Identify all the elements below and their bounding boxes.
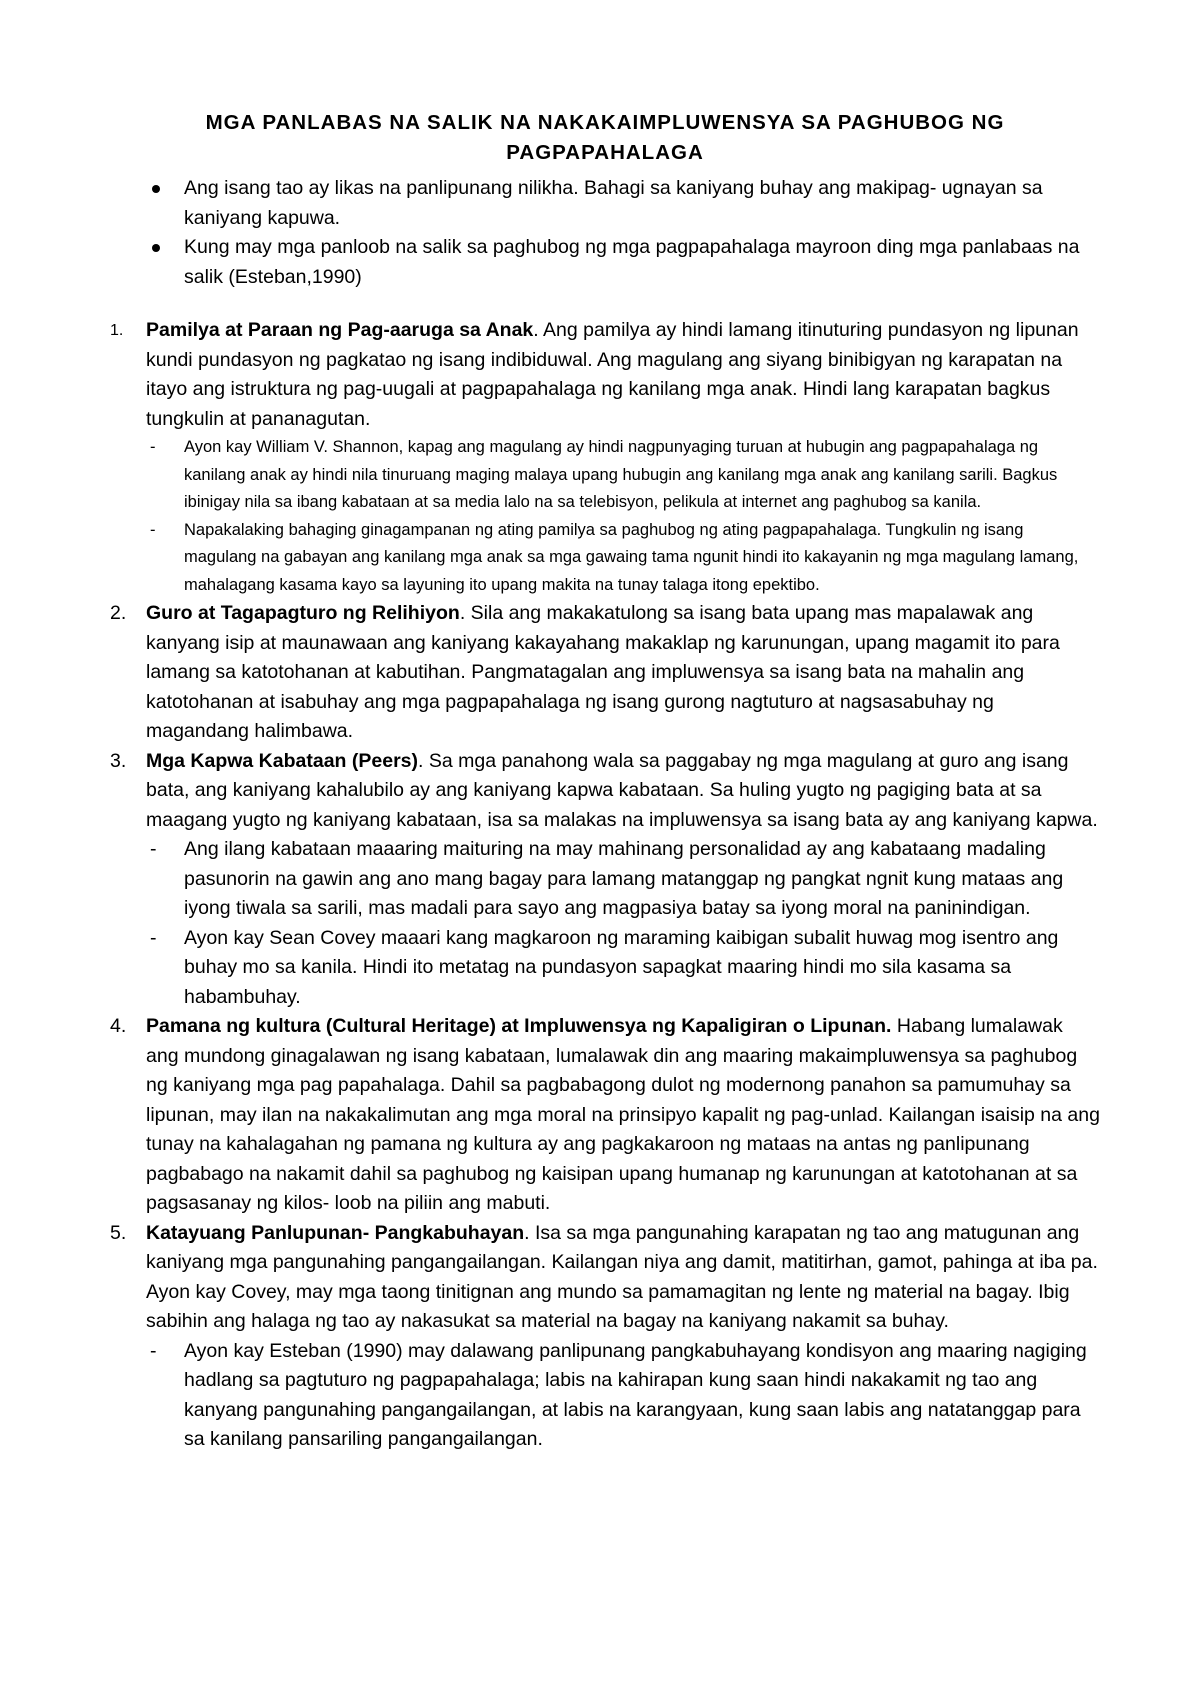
item-heading: Guro at Tagapagturo ng Relihiyon: [146, 602, 460, 624]
item-heading: Katayuang Panlupunan- Pangkabuhayan: [146, 1221, 525, 1244]
sub-item-text: Ang ilang kabataan maaaring maituring na may mahinang personalidad ay ang kabataang madaling pasunorin na gawin ang ano mang bagay para lamang matanggap ng pangkat ngnit kung mataas ang iyong tiwala sa sarili, mas madali para sayo ang magpasiya batay sa iyong moral na paninindigan.: [184, 838, 1064, 919]
list-item: [110, 747, 1100, 1013]
item-number: 2.: [110, 602, 127, 624]
dash-icon: -: [150, 926, 157, 949]
intro-bullet-list: [110, 174, 1100, 292]
bullet-dot-icon: [152, 244, 160, 252]
sub-list: [146, 835, 1100, 1012]
item-text: . Isa sa mga pangunahing karapatan ng tao ang matugunan ang kaniyang mga pangunahing pangangailangan. Kailangan niya ang damit, matitirhan, gamot, pahinga at iba pa. Ayon kay Covey, may mga taong tinitignan ang mundo sa pamamagitan ng lente ng material na bagay. Ibig sabihin ang halaga ng tao ay nakasukat sa material na bagay na kaniyang nakamit sa buhay.: [146, 1221, 1098, 1332]
item-number: 3.: [110, 749, 127, 772]
list-item: [110, 1219, 1100, 1455]
item-number: 4.: [110, 1015, 127, 1037]
dash-icon: -: [150, 438, 156, 456]
dash-icon: -: [150, 838, 157, 860]
sub-list: [146, 1337, 1100, 1455]
intro-bullet: [110, 233, 1100, 292]
document-body: [110, 174, 1100, 1455]
sub-item-text: Ayon kay William V. Shannon, kapag ang magulang ay hindi nagpunyaging turuan at hubugin ang pagpapahalaga ng kanilang anak ay hindi nila tinuruang maging malaya upang hubugin ang kanilang mga anak ang kanilang sarili. Bagkus ibinigay nila sa ibang kabataan at sa media lalo na sa telebisyon, pelikula at internet ang paghubog sa kanila.: [184, 438, 1058, 511]
item-heading: Pamana ng kultura (Cultural Heritage) at Impluwensya ng Kapaligiran o Lipunan.: [146, 1015, 892, 1037]
page-title: [110, 108, 1100, 168]
list-item: [110, 316, 1100, 599]
sub-item-text: Napakalaking bahaging ginagampanan ng ating pamilya sa paghubog ng ating pagpapahalaga. Tungkulin ng isang magulang na gabayan ang kanilang mga anak sa mga gawaing tama ngunit hindi ito kakayanin ng mga magulang lamang, mahalagang kasama kayo sa layuning ito upang makita na tunay talaga itong epektibo.: [184, 520, 1079, 594]
sub-list: [146, 434, 1100, 599]
dash-icon: -: [150, 520, 156, 539]
sub-item: [146, 835, 1100, 924]
sub-item-text: Ayon kay Esteban (1990) may dalawang panlipunang pangkabuhayang kondisyon ang maaring nagiging hadlang sa pagtuturo ng pagpapahalaga; labis na kahirapan kung saan hindi nakakamit ng tao ang kanyang pangunahing pangangailangan, at labis na karangyaan, kung saan labis ang natatanggap para sa kanilang pansariling pangangailangan.: [184, 1339, 1087, 1450]
sub-item-text: Ayon kay Sean Covey maaari kang magkaroon ng maraming kaibigan subalit huwag mog isentro ang buhay mo sa kanila. Hindi ito metatag na pundasyon sapagkat maaring hindi mo sila kasama sa habambuhay.: [184, 926, 1059, 1008]
list-item: [110, 1012, 1100, 1219]
intro-bullet-text: Ang isang tao ay likas na panlipunang nilikha. Bahagi sa kaniyang buhay ang makipag- ugnayan sa kaniyang kapuwa.: [184, 177, 1043, 229]
item-heading: Pamilya at Paraan ng Pag-aaruga sa Anak: [146, 319, 534, 341]
item-text: . Ang pamilya ay hindi lamang itinuturing pundasyon ng lipunan kundi pundasyon ng pagkatao ng isang indibiduwal. Ang magulang ang siyang binibigyan ng karapatan na itayo ang istruktura ng pag-uugali at pagpapahalaga ng kanilang mga anak. Hindi lang karapatan bagkus tungkulin at pananagutan.: [146, 319, 1079, 430]
item-heading: Mga Kapwa Kabataan (Peers): [146, 749, 419, 772]
item-number: 5.: [110, 1221, 127, 1244]
item-text: . Sila ang makakatulong sa isang bata upang mas mapalawak ang kanyang isip at maunawaan ang kaniyang kakayahang makaklap ng karunungan, upang magamit ito para lamang sa katotohanan at kabutihan. Pangmatagalan ang impluwensya sa isang bata na mahalin ang katotohanan at isabuhay ang mga pagpapahalaga ng isang gurong nagtuturo at nagsasabuhay ng magandang halimbawa.: [146, 602, 1060, 742]
item-number: 1.: [110, 322, 124, 339]
title-line-1: MGA PANLABAS NA SALIK NA NAKAKAIMPLUWENSYA SA PAGHUBOG NG: [205, 111, 1005, 134]
sub-item: [146, 434, 1100, 517]
sub-item: [146, 517, 1100, 600]
spacer: [110, 292, 1100, 316]
item-text: . Sa mga panahong wala sa paggabay ng mga magulang at guro ang isang bata, ang kaniyang kahalubilo ay ang kaniyang kapwa kabataan. Sa huling yugto ng pagiging bata at sa maagang yugto ng kaniyang kabataan, isa sa malakas na impluwensya sa isang bata ay ang kaniyang kapwa.: [146, 749, 1098, 831]
intro-bullet: [110, 174, 1100, 233]
item-text: Habang lumalawak ang mundong ginagalawan ng isang kabataan, lumalawak din ang maaring makaimpluwensya sa paghubog ng kaniyang mga pag papahalaga. Dahil sa pagbabagong dulot ng modernong panahon sa pamumuhay sa lipunan, may ilan na nakakalimutan ang mga moral na prinsipyo kapalit ng pag-unlad. Kailangan isaisip na ang tunay na kahalagahan ng pamana ng kultura ay ang pagkakaroon ng mataas na antas ng panlipunang pagbabago na nakamit dahil sa paghubog ng kaisipan upang humanap ng karunungan at katotohanan at sa pagsasanay ng kilos- loob na piliin ang mabuti.: [146, 1015, 1100, 1214]
sub-item: [146, 924, 1100, 1013]
numbered-list: [110, 316, 1100, 1455]
list-item: [110, 599, 1100, 747]
title-line-2: PAGPAPAHALAGA: [506, 141, 704, 164]
sub-item: [146, 1337, 1100, 1455]
dash-icon: -: [150, 1339, 157, 1362]
bullet-dot-icon: [152, 185, 160, 193]
intro-bullet-text: Kung may mga panloob na salik sa paghubog ng mga pagpapahalaga mayroon ding mga panlabaas na salik (Esteban,1990): [184, 236, 1080, 288]
